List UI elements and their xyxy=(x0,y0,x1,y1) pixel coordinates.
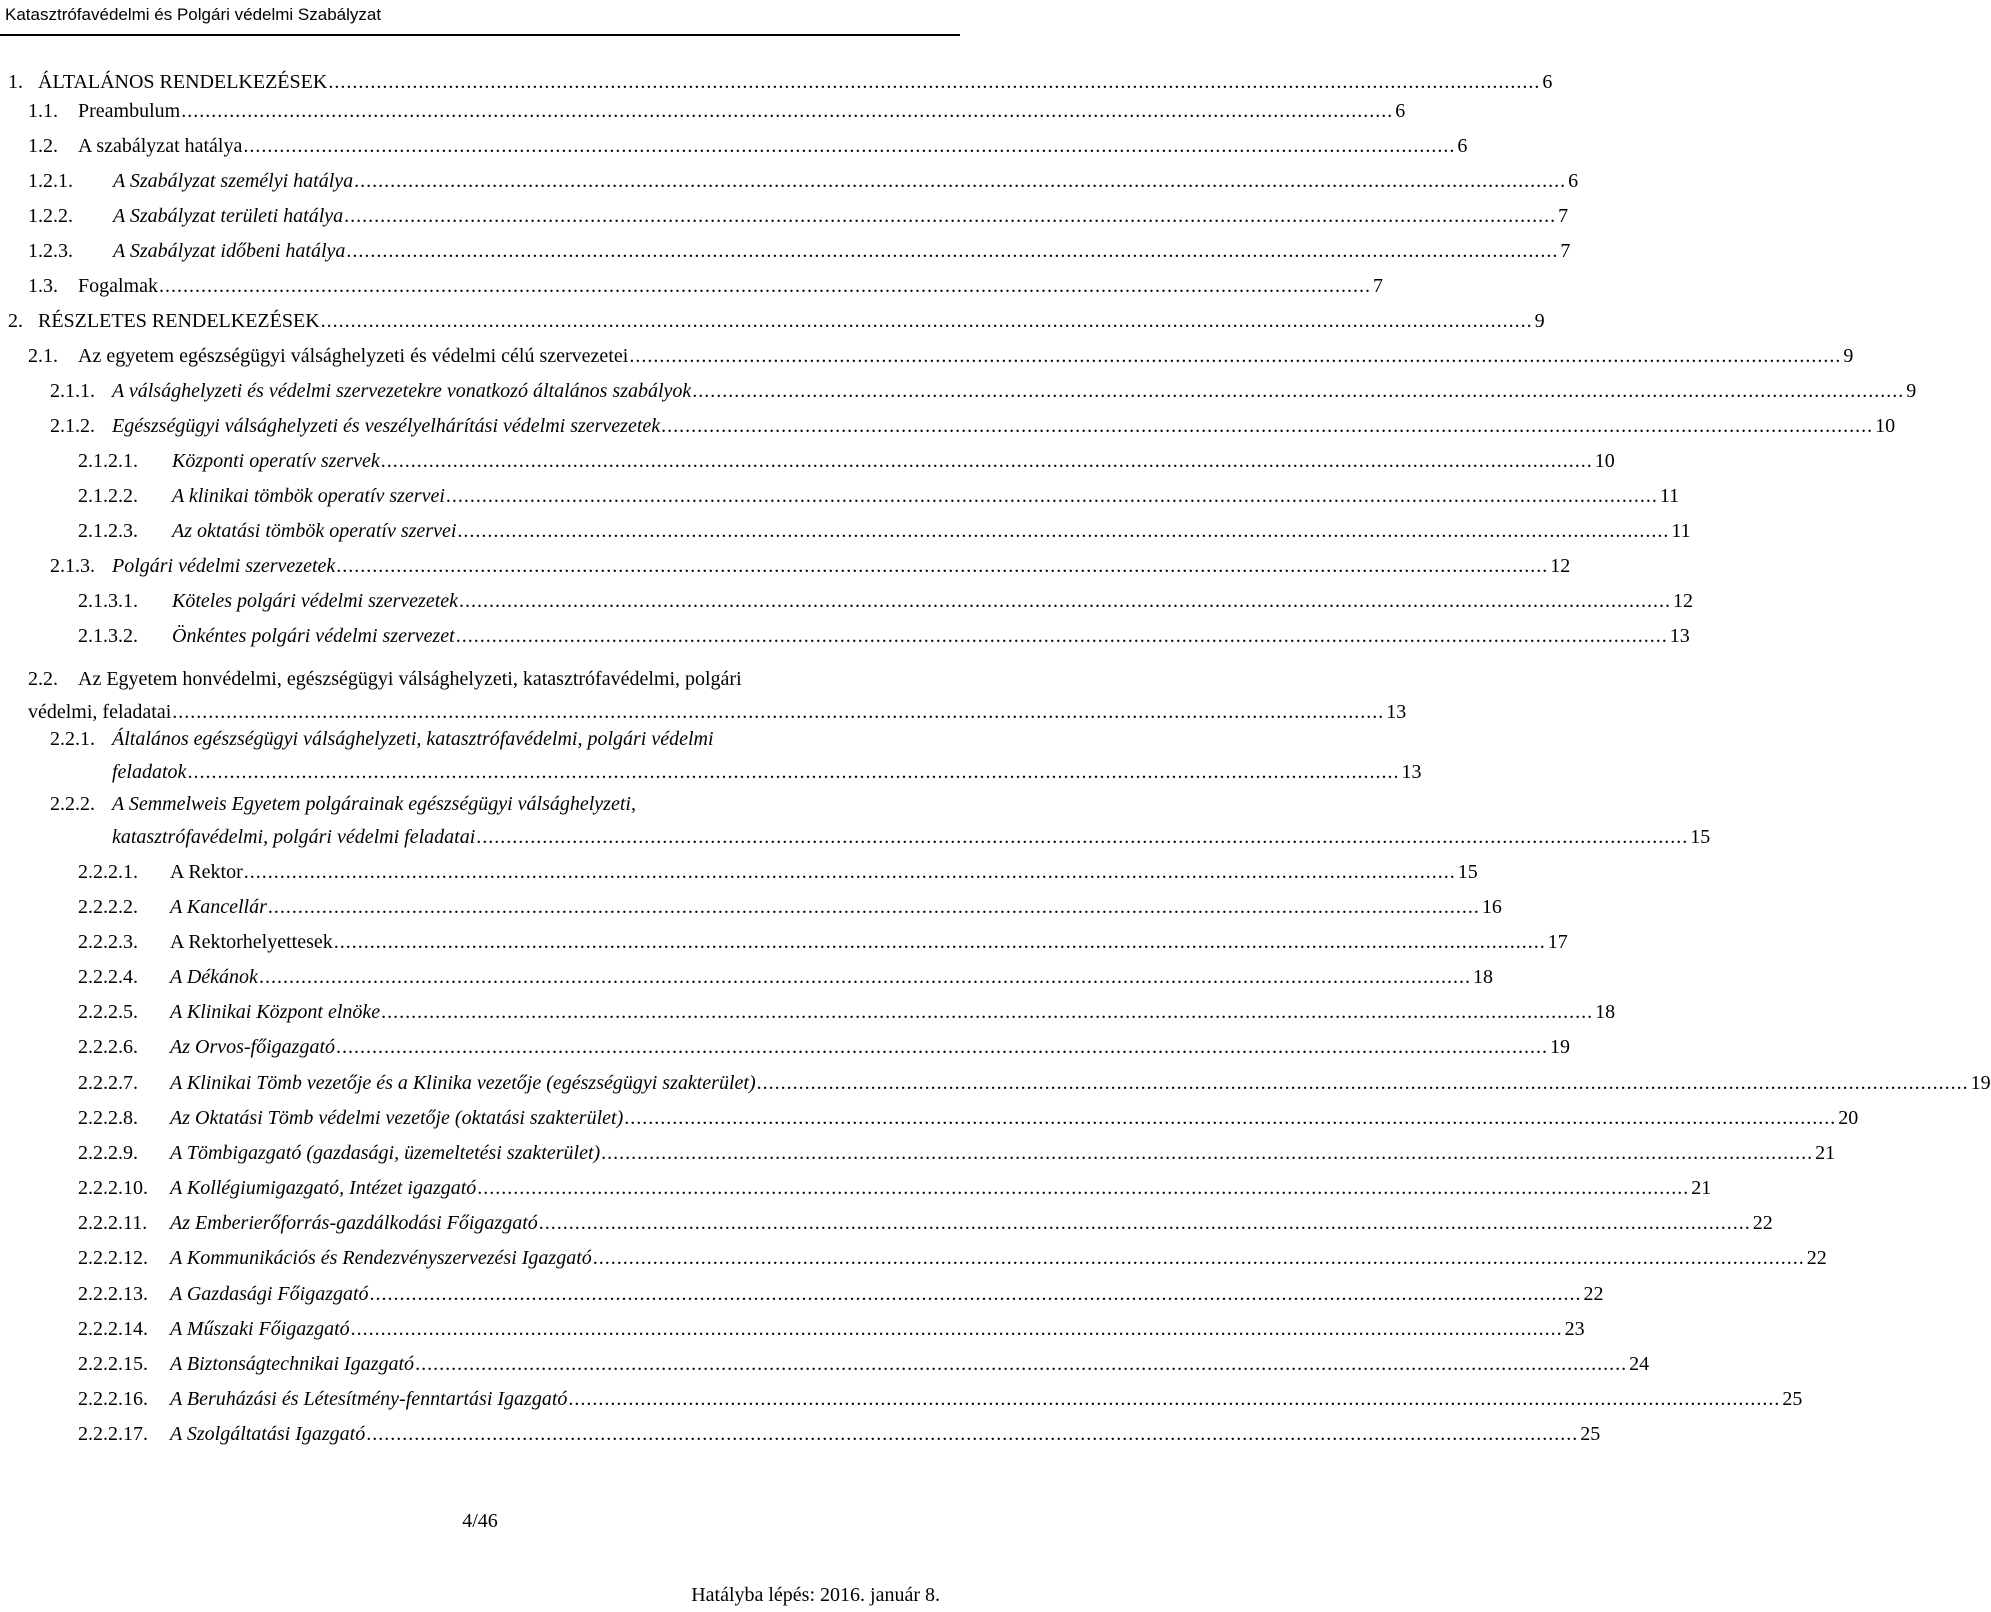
toc-entry[interactable] xyxy=(78,1211,1773,1235)
dot-leader xyxy=(601,1141,1813,1165)
toc-entry-number: 2.2.2.6. xyxy=(78,1036,138,1058)
toc-entry[interactable] xyxy=(78,1000,1616,1024)
toc-entry[interactable] xyxy=(50,414,1896,438)
toc-entry[interactable] xyxy=(78,1317,1585,1341)
toc-entry-page: 7 xyxy=(1560,240,1571,262)
toc-entry-number: 2.2.2.4. xyxy=(78,966,138,988)
toc-entry-page: 6 xyxy=(1395,100,1406,122)
toc-entry-page: 12 xyxy=(1673,590,1694,612)
dot-leader xyxy=(351,1317,1563,1341)
toc-entry[interactable] xyxy=(78,624,1690,648)
toc-entry[interactable] xyxy=(78,1246,1827,1270)
toc-entry-title: katasztrófavédelmi, polgári védelmi feladatai xyxy=(112,826,476,848)
toc-entry-number: 2.2.2. xyxy=(50,793,95,815)
toc-entry-title: A Rektor xyxy=(170,861,243,883)
toc-entry-title: A Szabályzat személyi hatálya xyxy=(113,170,354,192)
toc-entry-page: 17 xyxy=(1547,931,1568,953)
dot-leader xyxy=(259,965,1471,989)
toc-entry-title: A szabályzat hatálya xyxy=(78,135,243,157)
toc-entry-number: 2.1.2.2. xyxy=(78,485,138,507)
toc-entry-number: 1.2.2. xyxy=(28,205,73,227)
dot-leader xyxy=(415,1352,1627,1376)
toc-entry-page: 6 xyxy=(1568,170,1579,192)
toc-entry-number: 2.1.2. xyxy=(50,415,95,437)
toc-entry-page: 12 xyxy=(1550,555,1571,577)
toc-entry-page: 6 xyxy=(1457,135,1468,157)
toc-entry-title: A Biztonságtechnikai Igazgató xyxy=(170,1353,415,1375)
dot-leader xyxy=(593,1246,1805,1270)
dot-leader xyxy=(692,379,1904,403)
toc-entry-title: ÁLTALÁNOS RENDELKEZÉSEK xyxy=(38,71,328,93)
toc-entry-page: 9 xyxy=(1534,310,1545,332)
dot-leader xyxy=(346,239,1558,263)
effective-date: Hatályba lépés: 2016. január 8. xyxy=(691,1584,940,1606)
toc-entry[interactable] xyxy=(78,1387,1803,1411)
toc-entry-title: Központi operatív szervek xyxy=(172,450,380,472)
toc-entry-page: 21 xyxy=(1815,1142,1836,1164)
toc-entry-number: 2.2.2.9. xyxy=(78,1142,138,1164)
toc-entry-number: 2.2.2.8. xyxy=(78,1107,138,1129)
toc-entry[interactable] xyxy=(28,169,1579,193)
toc-entry[interactable] xyxy=(50,554,1571,578)
dot-leader xyxy=(457,519,1669,543)
toc-entry-page: 19 xyxy=(1550,1036,1570,1058)
toc-entry-page: 10 xyxy=(1594,450,1615,472)
toc-entry[interactable] xyxy=(8,309,1545,333)
toc-entry-page: 25 xyxy=(1782,1388,1803,1410)
toc-entry[interactable] xyxy=(28,344,1854,368)
toc-entry[interactable] xyxy=(28,274,1383,298)
toc-entry-title: A klinikai tömbök operatív szervei xyxy=(172,485,445,507)
dot-leader xyxy=(661,414,1873,438)
toc-entry-title: Az Emberierőforrás-gazdálkodási Főigazgató xyxy=(170,1212,538,1234)
toc-entry-title: A Rektorhelyettesek xyxy=(170,931,333,953)
toc-entry[interactable] xyxy=(78,930,1568,954)
toc-entry-page: 20 xyxy=(1838,1107,1859,1129)
toc-entry-page: 16 xyxy=(1481,896,1502,918)
dot-leader xyxy=(381,449,1593,473)
toc-entry[interactable] xyxy=(78,1352,1650,1376)
toc-entry-page: 21 xyxy=(1691,1177,1712,1199)
dot-leader xyxy=(381,1000,1593,1024)
toc-entry-title: Az Oktatási Tömb védelmi vezetője (oktatási szakterület) xyxy=(170,1107,624,1129)
toc-entry-title: A Kommunikációs és Rendezvényszervezési Igazgató xyxy=(170,1247,592,1269)
toc-entry-title: A Kollégiumigazgató, Intézet igazgató xyxy=(170,1177,477,1199)
toc-entry-page: 13 xyxy=(1401,761,1422,783)
toc-entry-page: 22 xyxy=(1806,1247,1827,1269)
toc-entry-number: 1.2.3. xyxy=(28,240,73,262)
dot-leader xyxy=(459,589,1671,613)
toc-entry-title: A Dékánok xyxy=(170,966,258,988)
toc-entry-title: védelmi, feladatai xyxy=(28,701,172,723)
dot-leader xyxy=(456,624,1668,648)
toc-entry-title: A Szabályzat területi hatálya xyxy=(113,205,344,227)
toc-entry-number: 2.1.1. xyxy=(50,380,95,402)
dot-leader xyxy=(181,99,1393,123)
toc-entry-title: Az oktatási tömbök operatív szervei xyxy=(172,520,457,542)
dot-leader xyxy=(366,1422,1578,1446)
toc-entry-number: 1.1. xyxy=(28,100,58,122)
dot-leader xyxy=(187,760,1399,784)
toc-entry-page: 15 xyxy=(1690,826,1711,848)
dot-leader xyxy=(159,274,1371,298)
toc-entry-title: Az Orvos-főigazgató xyxy=(170,1036,335,1058)
toc-entry-number: 2.2.1. xyxy=(50,728,95,750)
toc-entry-title: Köteles polgári védelmi szervezetek xyxy=(172,590,459,612)
toc-entry-number: 2.1.3. xyxy=(50,555,95,577)
dot-leader xyxy=(244,860,1456,884)
toc-entry-page: 25 xyxy=(1580,1423,1601,1445)
toc-entry-page: 10 xyxy=(1875,415,1896,437)
dot-leader xyxy=(344,204,1556,228)
toc-entry-number: 2.2.2.14. xyxy=(78,1318,148,1340)
toc-entry-title: A Kancellár xyxy=(170,896,267,918)
toc-entry-page: 22 xyxy=(1752,1212,1773,1234)
toc-entry-number: 2.2.2.16. xyxy=(78,1388,148,1410)
dot-leader xyxy=(446,484,1658,508)
toc-entry-title: feladatok xyxy=(112,761,187,783)
toc-entry-title: Fogalmak xyxy=(78,275,158,297)
toc-entry-number: 2.2.2.11. xyxy=(78,1212,148,1234)
toc-entry-page: 11 xyxy=(1671,520,1691,542)
toc-entry-number: 2.2.2.17. xyxy=(78,1423,148,1445)
dot-leader xyxy=(334,930,1546,954)
toc-entry-page: 9 xyxy=(1843,345,1854,367)
dot-leader xyxy=(568,1387,1780,1411)
toc-entry[interactable] xyxy=(78,1035,1570,1059)
toc-entry[interactable] xyxy=(78,1176,1712,1200)
toc-entry[interactable] xyxy=(78,589,1694,613)
toc-entry-title: Polgári védelmi szervezetek xyxy=(112,555,336,577)
toc-entry-title: Az egyetem egészségügyi válsághelyzeti és védelmi célú szervezetei xyxy=(78,345,629,367)
dot-leader xyxy=(624,1106,1836,1130)
toc-entry[interactable] xyxy=(28,239,1571,263)
toc-entry-title: Egészségügyi válsághelyzeti és veszélyelhárítási védelmi szervezetek xyxy=(112,415,661,437)
toc-entry-title: A Klinikai Központ elnöke xyxy=(170,1001,381,1023)
toc-entry-page: 22 xyxy=(1583,1283,1604,1305)
dot-leader xyxy=(268,895,1480,919)
toc-entry-number: 2.1.3.2. xyxy=(78,625,138,647)
toc-entry[interactable] xyxy=(28,134,1468,158)
toc-entry[interactable] xyxy=(78,1282,1604,1306)
dot-leader xyxy=(370,1282,1582,1306)
toc-entry[interactable] xyxy=(50,727,1422,784)
toc-entry-title: A Gazdasági Főigazgató xyxy=(170,1283,369,1305)
toc-entry-page: 9 xyxy=(1906,380,1917,402)
toc-entry-page: 15 xyxy=(1457,861,1478,883)
toc-entry-number: 1.3. xyxy=(28,275,58,297)
toc-entry-number: 2.2.2.3. xyxy=(78,931,138,953)
toc-entry-number: 1.2. xyxy=(28,135,58,157)
toc-entry[interactable] xyxy=(78,449,1615,473)
toc-entry[interactable] xyxy=(78,1422,1601,1446)
dot-leader xyxy=(539,1211,1751,1235)
toc-entry-number: 2.1.3.1. xyxy=(78,590,138,612)
toc-entry[interactable] xyxy=(28,99,1406,123)
dot-leader xyxy=(172,700,1384,724)
toc-entry[interactable] xyxy=(28,204,1569,228)
dot-leader xyxy=(321,309,1533,333)
toc-entry[interactable] xyxy=(8,70,1553,94)
toc-entry-number: 2.2.2.7. xyxy=(78,1072,138,1094)
toc-entry[interactable] xyxy=(78,1106,1859,1130)
toc-entry-number: 2.2.2.12. xyxy=(78,1247,148,1269)
toc-entry-number: 1.2.1. xyxy=(28,170,73,192)
running-header: Katasztrófavédelmi és Polgári védelmi Szabályzat xyxy=(5,5,382,24)
toc-entry[interactable] xyxy=(78,1141,1836,1165)
toc-entry[interactable] xyxy=(28,667,1407,724)
dot-leader xyxy=(243,134,1455,158)
toc-entry[interactable] xyxy=(78,484,1680,508)
toc-entry[interactable] xyxy=(78,965,1493,989)
dot-leader xyxy=(757,1071,1969,1095)
toc-entry-number: 2.1. xyxy=(28,345,58,367)
toc-entry-number: 2.2.2.1. xyxy=(78,861,138,883)
toc-entry-page: 23 xyxy=(1564,1318,1585,1340)
dot-leader xyxy=(336,554,1548,578)
toc-entry-title: A válsághelyzeti és védelmi szervezetekre vonatkozó általános szabályok xyxy=(112,380,692,402)
toc-entry-title: Önkéntes polgári védelmi szervezet xyxy=(172,625,455,647)
dot-leader xyxy=(354,169,1566,193)
toc-entry-number: 2.2.2.2. xyxy=(78,896,138,918)
toc-entry-title: A Műszaki Főigazgató xyxy=(170,1318,350,1340)
page-number: 4/46 xyxy=(462,1510,498,1532)
toc-entry-title: A Szolgáltatási Igazgató xyxy=(170,1423,366,1445)
toc-entry-number: 2. xyxy=(8,310,23,332)
toc-entry-page: 11 xyxy=(1659,485,1680,507)
toc-entry-number: 2.1.2.1. xyxy=(78,450,138,472)
toc-entry-number: 2.2.2.13. xyxy=(78,1283,148,1305)
dot-leader xyxy=(328,70,1540,94)
toc-entry-page: 7 xyxy=(1558,205,1569,227)
toc-entry-number: 2.1.2.3. xyxy=(78,520,138,542)
toc-entry-title: A Szabályzat időbeni hatálya xyxy=(113,240,346,262)
toc-entry-page: 6 xyxy=(1542,71,1553,93)
dot-leader xyxy=(336,1035,1548,1059)
toc-entry-title: Preambulum xyxy=(78,100,181,122)
toc-entry-title: A Tömbigazgató (gazdasági, üzemeltetési szakterület) xyxy=(170,1142,601,1164)
toc-entry-title: A Beruházási és Létesítmény-fenntartási Igazgató xyxy=(170,1388,568,1410)
toc-entry-number: 2.2.2.15. xyxy=(78,1353,148,1375)
dot-leader xyxy=(477,1176,1689,1200)
toc-entry[interactable] xyxy=(78,895,1502,919)
toc-entry-title-line1: A Semmelweis Egyetem polgárainak egészségügyi válsághelyzeti, xyxy=(112,793,636,815)
toc-entry-title: A Klinikai Tömb vezetője és a Klinika vezetője (egészségügyi szakterület) xyxy=(170,1072,756,1094)
toc-entry-page: 18 xyxy=(1595,1001,1616,1023)
toc-entry-page: 24 xyxy=(1629,1353,1650,1375)
toc-entry-page: 18 xyxy=(1472,966,1493,988)
toc-entry-page: 13 xyxy=(1669,625,1690,647)
toc-entry-number: 2.2.2.5. xyxy=(78,1001,138,1023)
toc-entry[interactable] xyxy=(50,792,1711,849)
toc-entry-page: 13 xyxy=(1386,701,1407,723)
toc-entry-title: RÉSZLETES RENDELKEZÉSEK xyxy=(38,310,320,332)
toc-entry-title-line1: Általános egészségügyi válsághelyzeti, katasztrófavédelmi, polgári védelmi xyxy=(112,728,714,750)
toc-entry[interactable] xyxy=(78,1071,1991,1095)
dot-leader xyxy=(629,344,1841,368)
toc-entry-number: 2.2.2.10. xyxy=(78,1177,148,1199)
toc-entry-title-line1: Az Egyetem honvédelmi, egészségügyi válsághelyzeti, katasztrófavédelmi, polgári xyxy=(78,668,742,690)
toc-entry-number: 1. xyxy=(8,71,23,93)
toc-entry[interactable] xyxy=(78,860,1478,884)
toc-entry-page: 19 xyxy=(1970,1072,1991,1094)
toc-entry-page: 7 xyxy=(1373,275,1383,297)
toc-entry[interactable] xyxy=(78,519,1691,543)
toc-entry-number: 2.2. xyxy=(28,668,58,690)
toc-entry[interactable] xyxy=(50,379,1917,403)
dot-leader xyxy=(476,825,1688,849)
